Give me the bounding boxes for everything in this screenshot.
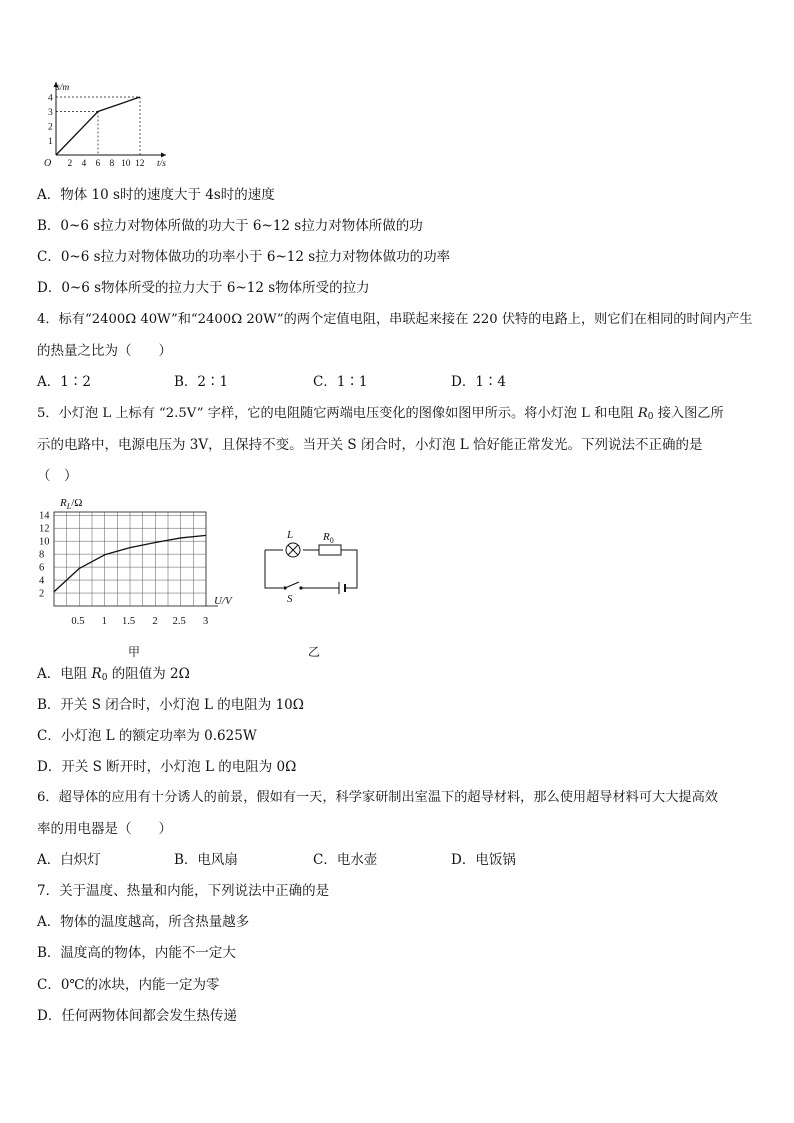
q5-option-a-sub: 0 [101,673,108,683]
x-tick-label-6: 6 [95,159,101,169]
q5-stem-line1 [37,405,724,426]
q3-option-d: D．0~6 s物体所受的拉力大于 6~12 s物体所受的拉力 [37,280,370,296]
r-u-graph-caption: 甲 [128,645,141,659]
q4-stem-line2: 的热量之比为（ ） [37,343,172,359]
q5-stem-r-sub: 0 [647,412,654,422]
q4-option-b: B．2∶1 [174,374,229,390]
q4-stem-line1: 4．标有“2400Ω 40W”和“2400Ω 20W”的两个定值电阻，串联起来接在 220 伏特的电路上，则它们在相同的时间内产生 [37,312,753,327]
q5-stem-line3: （ ） [37,468,78,484]
switch-label: S [287,593,293,605]
y-tick-label-1: 1 [48,137,53,147]
x-tick-label-1: 1 [101,616,107,627]
q6-option-a: A．白炽灯 [37,852,101,868]
y-tick-label-3: 3 [48,108,53,118]
q4-option-a: A．1∶2 [37,374,91,390]
q3-options-D [37,279,370,297]
q5-stem-r: R [637,406,648,421]
r-u-graph-y-label: $R_L/\Omega$ [60,497,83,511]
q4-option-d: D．1∶4 [451,374,507,390]
x-tick-label-2: 2 [152,616,158,627]
y-tick-label-2: 2 [39,588,45,600]
x-tick-label-2: 2 [67,159,73,169]
lamp-label: L [287,529,294,541]
q3-option-b: B．0~6 s拉力对物体所做的功大于 6~12 s拉力对物体所做的功 [37,218,423,234]
x-tick-label-10: 10 [121,159,131,169]
lamp-icon [286,543,300,557]
s-t-graph-x-label: t/s [157,159,166,169]
data-line-s-t [56,97,140,155]
y-tick-label-8: 8 [39,549,45,561]
r-u-graph [36,490,246,662]
q7-option-a: A．物体的温度越高，所含热量越多 [37,914,250,930]
x-tick-label-1.5: 1.5 [122,616,136,627]
q5-option-a-pre: A．电阻 [37,666,92,682]
x-tick-label-2.5: 2.5 [172,616,186,627]
q5-option-a [37,665,190,687]
y-tick-label-14: 14 [39,510,50,522]
q6-stem-line2: 率的用电器是（ ） [37,821,172,837]
y-tick-label-4: 4 [39,575,45,587]
q3-options-B [37,217,423,235]
q7-stem: 7．关于温度、热量和内能，下列说法中正确的是 [37,883,330,899]
x-tick-label-3: 3 [203,616,209,627]
s-t-graph-plot [48,82,166,169]
r-u-graph-plot [39,511,218,627]
q5-stem-text-b: 接入图乙所 [653,406,724,421]
circuit-diagram [255,520,375,665]
q5-option-a-post: 的阻值为 2Ω [107,666,190,682]
q5-stem-line2: 示的电路中，电源电压为 3V，且保持不变。当开关 S 闭合时，小灯泡 L 恰好能正常发光。下列说法不正确的是 [37,437,703,453]
s-t-graph [36,78,176,170]
q5-option-b: B．开关 S 闭合时，小灯泡 L 的电阻为 10Ω [37,697,304,713]
x-tick-label-12: 12 [135,159,145,169]
circuit-caption: 乙 [308,645,321,659]
q5-stem-text-a: 5．小灯泡 L 上标有 “2.5V” 字样，它的电阻随它两端电压变化的图像如图甲所示。将小灯泡 L 和电阻 [37,406,638,421]
circuit-wires [265,550,357,588]
q6-option-b: B．电风扇 [174,852,238,868]
s-t-graph-y-label: s/m [56,83,70,93]
r-u-graph-x-label: U/V [214,595,232,607]
q4-options [37,373,506,391]
x-tick-label-4: 4 [81,159,87,169]
q6-stem-line1: 6．超导体的应用有十分诱人的前景，假如有一天，科学家研制出室温下的超导材料，那么使用超导材料可大大提高效 [37,790,718,805]
q7-option-b: B．温度高的物体，内能不一定大 [37,945,236,961]
q5-option-c: C．小灯泡 L 的额定功率为 0.625W [37,728,257,744]
q3-options-A [37,186,275,204]
q6-options [37,851,516,869]
resistor-label: $R_0$ [323,531,334,545]
resistor-icon [319,545,341,555]
y-tick-label-2: 2 [48,122,53,133]
q7-option-c: C．0℃的冰块，内能一定为零 [37,977,220,993]
y-tick-label-12: 12 [39,523,50,535]
q6-option-d: D．电饭锅 [451,852,516,868]
q7-option-d: D．任何两物体间都会发生热传递 [37,1008,237,1024]
q5-option-a-r: R [91,666,102,682]
battery-icon [339,582,345,594]
y-tick-label-6: 6 [39,562,45,574]
x-tick-label-8: 8 [109,159,115,169]
y-tick-label-4: 4 [48,93,53,104]
q3-option-c: C．0~6 s拉力对物体做功的功率小于 6~12 s拉力对物体做功的功率 [37,249,451,265]
x-axis-arrow [161,153,166,158]
s-t-graph-origin: O [44,158,52,169]
q3-option-a: A．物体 10 s时的速度大于 4s时的速度 [37,187,275,203]
q4-option-c: C．1∶1 [313,374,368,390]
switch-icon [283,582,302,590]
q6-option-c: C．电水壶 [313,852,378,868]
x-tick-label-0.5: 0.5 [71,616,85,627]
q3-options-C [37,248,450,266]
y-tick-label-10: 10 [39,536,50,548]
q5-option-d: D．开关 S 断开时，小灯泡 L 的电阻为 0Ω [37,759,297,775]
